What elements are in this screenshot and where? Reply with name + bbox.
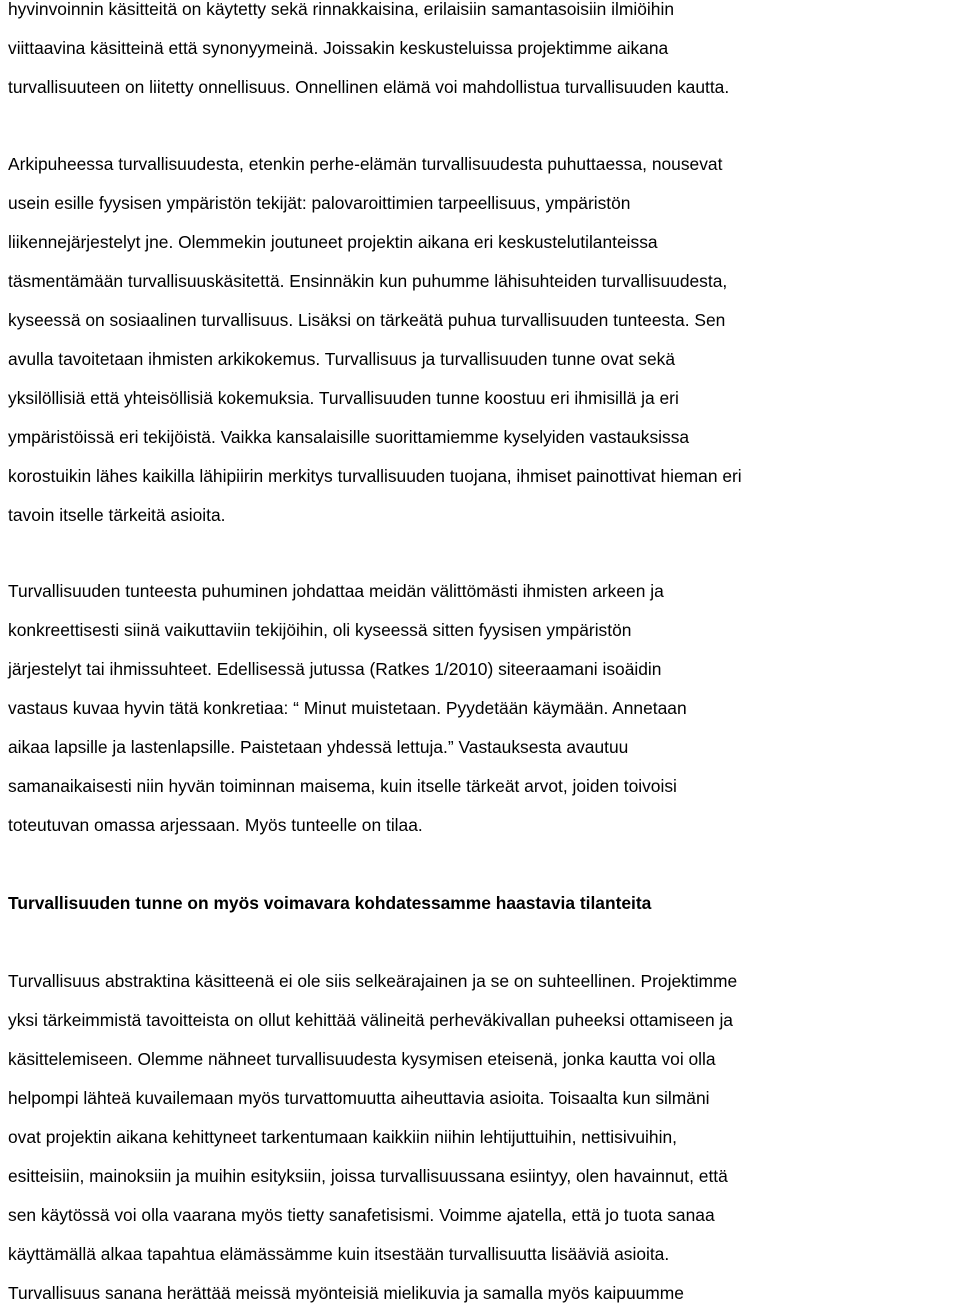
text-line: konkreettisesti siinä vaikuttaviin tekijöihin, oli kyseessä sitten fyysisen ympäristön <box>8 620 632 640</box>
text-line: ovat projektin aikana kehittyneet tarkentumaan kaikkiin niihin lehtijuttuihin, nettisivuihin, <box>8 1127 677 1147</box>
text-line: aikaa lapsille ja lastenlapsille. Paistetaan yhdessä lettuja.” Vastauksesta avautuu <box>8 737 629 757</box>
text-line: tavoin itselle tärkeitä asioita. <box>8 505 226 525</box>
paragraph-abstract-concept <box>8 962 958 1306</box>
text-line: avulla tavoitetaan ihmisten arkikokemus. Turvallisuus ja turvallisuuden tunne ovat sekä <box>8 349 675 369</box>
text-line: toteutuvan omassa arjessaan. Myös tunteelle on tilaa. <box>8 815 423 835</box>
text-line: usein esille fyysisen ympäristön tekijät: palovaroittimien tarpeellisuus, ympäristön <box>8 193 631 213</box>
text-line: kyseessä on sosiaalinen turvallisuus. Lisäksi on tärkeätä puhua turvallisuuden tunteesta. Sen <box>8 310 726 330</box>
text-line: liikennejärjestelyt jne. Olemmekin joutuneet projektin aikana eri keskustelutilanteissa <box>8 232 658 252</box>
paragraph-wellbeing-concepts <box>8 0 958 107</box>
paragraph-feeling-of-safety <box>8 572 958 845</box>
text-line: yksi tärkeimmistä tavoitteista on ollut kehittää välineitä perheväkivallan puheeksi ottamiseen ja <box>8 1010 733 1030</box>
text-line: helpompi lähteä kuvailemaan myös turvattomuutta aiheuttavia asioita. Toisaalta kun silmäni <box>8 1088 710 1108</box>
text-line: täsmentämään turvallisuuskäsitettä. Ensinnäkin kun puhumme lähisuhteiden turvallisuudesta, <box>8 271 728 291</box>
text-line: käyttämällä alkaa tapahtua elämässämme kuin itsestään turvallisuutta lisääviä asioita. <box>8 1244 670 1264</box>
section-heading: Turvallisuuden tunne on myös voimavara kohdatessamme haastavia tilanteita <box>8 893 652 913</box>
paragraph-everyday-safety <box>8 145 958 535</box>
text-line: yksilöllisiä että yhteisöllisiä kokemuksia. Turvallisuuden tunne koostuu eri ihmisillä ja eri <box>8 388 679 408</box>
text-line: hyvinvoinnin käsitteitä on käytetty sekä rinnakkaisina, erilaisiin samantasoisiin ilmiöihin <box>8 0 674 19</box>
text-line: järjestelyt tai ihmissuhteet. Edellisessä jutussa (Ratkes 1/2010) siteeraamani isoäidin <box>8 659 662 679</box>
text-line: Turvallisuus sanana herättää meissä myönteisiä mielikuvia ja samalla myös kaipuumme <box>8 1283 684 1303</box>
text-line: ympäristöissä eri tekijöistä. Vaikka kansalaisille suorittamiemme kyselyiden vastauksissa <box>8 427 690 447</box>
text-line: esitteisiin, mainoksiin ja muihin esityksiin, joissa turvallisuussana esiintyy, olen havainnut, että <box>8 1166 728 1186</box>
text-line: viittaavina käsitteinä että synonyymeinä. Joissakin keskusteluissa projektimme aikana <box>8 38 669 58</box>
text-line: sen käytössä voi olla vaarana myös tietty sanafetisismi. Voimme ajatella, että jo tuota sanaa <box>8 1205 715 1225</box>
text-line: käsittelemiseen. Olemme nähneet turvallisuudesta kysymisen eteisenä, jonka kautta voi olla <box>8 1049 716 1069</box>
text-line: vastaus kuvaa hyvin tätä konkretiaa: “ Minut muistetaan. Pyydetään käymään. Annetaan <box>8 698 687 718</box>
text-line: korostuikin lähes kaikilla lähipiirin merkitys turvallisuuden tuojana, ihmiset painottivat hieman eri <box>8 466 742 486</box>
text-line: Turvallisuus abstraktina käsitteenä ei ole siis selkeärajainen ja se on suhteellinen. Projektimme <box>8 971 738 991</box>
text-line: samanaikaisesti niin hyvän toiminnan maisema, kuin itselle tärkeät arvot, joiden toivoisi <box>8 776 677 796</box>
text-line: Arkipuheessa turvallisuudesta, etenkin perhe-elämän turvallisuudesta puhuttaessa, nousevat <box>8 154 723 174</box>
text-line: turvallisuuteen on liitetty onnellisuus. Onnellinen elämä voi mahdollistua turvallisuuden kautta. <box>8 77 730 97</box>
text-line: Turvallisuuden tunteesta puhuminen johdattaa meidän välittömästi ihmisten arkeen ja <box>8 581 664 601</box>
